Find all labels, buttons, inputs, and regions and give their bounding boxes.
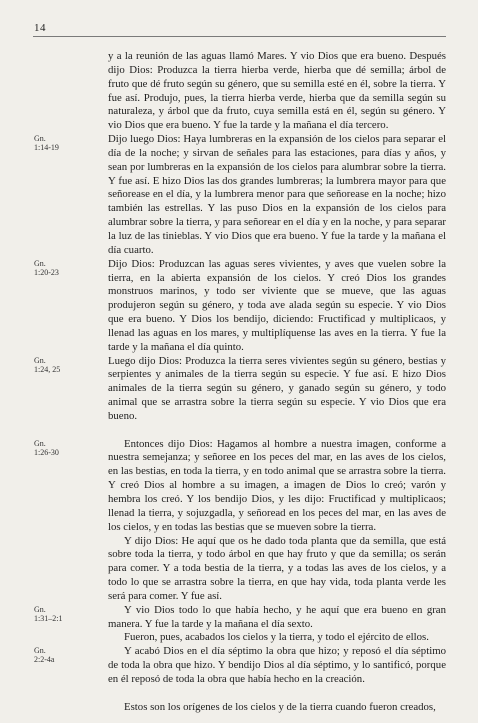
margin-reference: Gn. 2:2-4a — [34, 646, 55, 665]
margin-reference: Gn. 1:24, 25 — [34, 355, 61, 374]
scripture-paragraph — [108, 631, 446, 645]
paragraph-text: Fueron, pues, acabados los cielos y la tierra, y todo el ejército de ellos. — [124, 631, 429, 644]
scripture-paragraph — [34, 437, 446, 535]
paragraph-text: Y acabó Dios en el día séptimo la obra que hizo; y reposó el día séptimo de toda la obra que hizo. Y bendijo Dios al día séptimo, y lo santificó, porque en él reposó de toda la obra que había hecho en la creación. — [108, 645, 446, 685]
scripture-paragraph — [34, 603, 446, 632]
margin-reference: Gn. 1:20-23 — [34, 258, 59, 277]
paragraph-text: Estos son los orígenes de los cielos y de la tierra cuando fueron creados, — [124, 700, 436, 713]
scripture-paragraph — [34, 133, 446, 258]
scripture-paragraph — [108, 701, 446, 715]
scripture-paragraph — [108, 535, 446, 604]
paragraph-text: Dijo Dios: Produzcan las aguas seres vivientes, y aves que vuelen sobre la tierra, en la abierta expansión de los cielos. Y creó Dios los grandes monstruos marinos, y todo ser viviente que se mueve, que las aguas produjeron según su género, y toda ave alada según su especie. Y vio Dios que era bueno. Y Dios los bendijo, diciendo: Fructificad y multiplicaos, y llenad las aguas en los mares, y multiplíquense las aves en la tierra. Y fue la tarde y la mañana el día quinto. — [108, 257, 446, 353]
page-number: 14 — [34, 22, 46, 34]
paragraph-text: Luego dijo Dios: Produzca la tierra seres vivientes según su género, bestias y serpientes y animales de la tierra según su especie. Y fue así. E hizo Dios animales de la tierra según su género, y ganado según su género, y todo animal que se arrastra sobre la tierra según su especie. Y vio Dios que era bueno. — [108, 354, 446, 422]
paragraph-text: Entonces dijo Dios: Hagamos al hombre a nuestra imagen, conforme a nuestra semejanza; y señoree en los peces del mar, en las aves de los cielos, en las bestias, en toda la tierra, y en todo animal que se arrastra sobre la tierra. Y creó Dios al hombre a su imagen, a imagen de Dios lo creó; varón y hembra los creó. Y los bendijo Dios, y les dijo: Fructificad y multiplicaos; llenad la tierra, y sojuzgadla, y señoread en los peces del mar, en las aves de los cielos, y en todas las bestias que se mueven sobre la tierra. — [108, 437, 446, 533]
paragraph-text: Dijo luego Dios: Haya lumbreras en la expansión de los cielos para separar el día de la noche; y sirvan de señales para las estaciones, para días y años, y sean por lumbreras en la expansión de los cielos para alumbrar sobre la tierra. Y fue así. E hizo Dios las dos grandes lumbreras; la lumbrera mayor para que señorease en el día, y la lumbrera menor para que señorease en la noche; hizo también las estrellas. Y las puso Dios en la expansión de los cielos para alumbrar sobre la tierra, y para señorear en el día y en la noche, y para separar la luz de las tinieblas. Y vio Dios que era bueno. Y fue la tarde y la mañana el día cuarto. — [108, 133, 446, 256]
paragraph-text: Y vio Dios todo lo que había hecho, y he aquí que era bueno en gran manera. Y fue la tarde y la mañana el día sexto. — [108, 603, 446, 630]
header-rule — [33, 36, 446, 37]
paragraph-text: Y dijo Dios: He aquí que os he dado toda planta que da semilla, que está sobre toda la tierra, y todo árbol en que hay fruto y que da semilla; os serán para comer. Y a toda bestia de la tierra, y a todas las aves de los cielos, y a todo lo que se arrastra sobre la tierra, en que hay vida, toda planta verde les será para comer. Y fue así. — [108, 534, 446, 602]
margin-reference: Gn. 1:26-30 — [34, 438, 59, 457]
scripture-paragraph — [34, 645, 446, 687]
scripture-paragraph — [108, 50, 446, 133]
margin-reference: Gn. 1:14-19 — [34, 134, 59, 153]
scripture-paragraph — [34, 354, 446, 424]
scripture-paragraph — [34, 257, 446, 355]
scripture-text-column — [34, 50, 446, 715]
paragraph-text: y a la reunión de las aguas llamó Mares. Y vio Dios que era bueno. Después dijo Dios: Produzca la tierra hierba verde, hierba que dé semilla; árbol de fruto que dé fruto según su género, que su semilla esté en él, sobre la tierra. Y fue así. Produjo, pues, la tierra hierba verde, hierba que da semilla según su naturaleza, y árbol que da fruto, cuya semilla está en él, según su género. Y vio Dios que era bueno. Y fue la tarde y la mañana el día tercero. — [108, 50, 446, 132]
margin-reference: Gn. 1:31–2:1 — [34, 604, 63, 623]
